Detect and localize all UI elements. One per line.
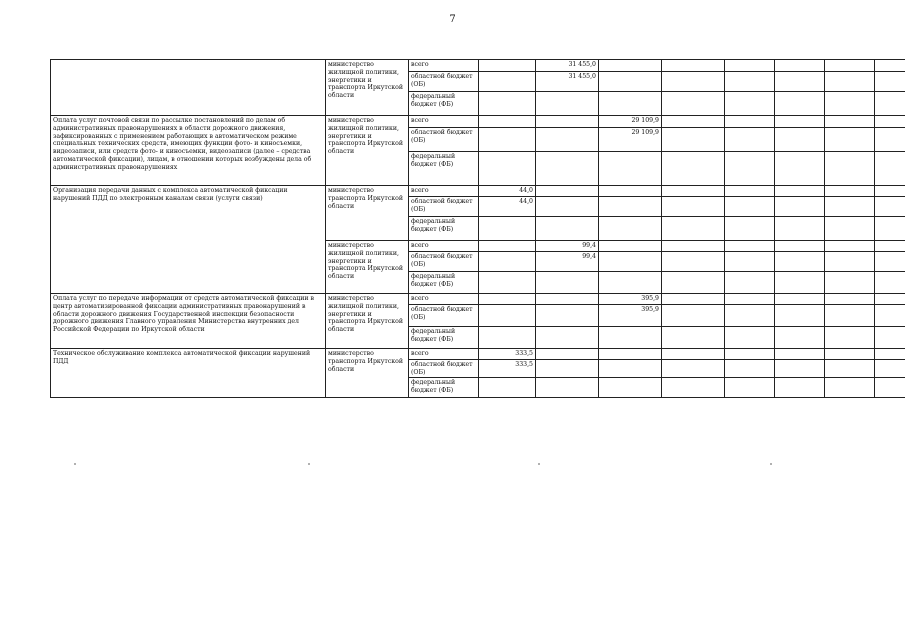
event-cell <box>51 60 326 116</box>
event-cell: Оплата услуг почтовой связи по рассылке постановлений по делам об административных правонарушениях в области дорожного движения, зафиксированных с применением работающих в автоматическом режиме специальных технических средств, имеющих функции фото- и киносъемки, видеозаписи, или средств фото- и киносъемки, видеозаписи (далее – средства автоматической фиксации), лицам, в отношении которых возбуждены дела об административных правонарушениях <box>51 116 326 186</box>
executor-cell: министерство жилищной политики, энергетики и транспорта Иркутской области <box>326 294 409 349</box>
value-cell: 44,0 <box>479 186 536 197</box>
value-cell: 31 455,0 <box>536 72 599 92</box>
source-cell: федеральный бюджет (ФБ) <box>409 152 479 186</box>
value-cell: 31 455,0 <box>536 60 599 72</box>
source-cell: всего <box>409 186 479 197</box>
executor-cell: министерство жилищной политики, энергетики и транспорта Иркутской области <box>326 116 409 186</box>
source-cell: всего <box>409 60 479 72</box>
value-cell: 29 109,9 <box>599 128 662 152</box>
table-row <box>51 349 905 360</box>
value-cell: 29 109,9 <box>599 116 662 128</box>
event-cell: Оплата услуг по передаче информации от средств автоматической фиксации в центр автоматизированной фиксации административных правонарушений в области дорожного движения Государственной инспекции безопасности дорожного движения Главного управления Министерства внутренних дел Российской Федерации по Иркутской области <box>51 294 326 349</box>
value-cell: 395,9 <box>599 305 662 327</box>
executor-cell: министерство жилищной политики, энергетики и транспорта Иркутской области <box>326 60 409 116</box>
table-row <box>51 60 905 72</box>
source-cell: областной бюджет (ОБ) <box>409 72 479 92</box>
budget-table <box>50 59 905 398</box>
source-cell: областной бюджет (ОБ) <box>409 252 479 272</box>
source-cell: всего <box>409 241 479 252</box>
source-cell: федеральный бюджет (ФБ) <box>409 272 479 294</box>
event-cell: Техническое обслуживание комплекса автоматической фиксации нарушений ПДД <box>51 349 326 398</box>
table-row <box>51 186 905 197</box>
source-cell: федеральный бюджет (ФБ) <box>409 217 479 241</box>
value-cell: 99,4 <box>536 252 599 272</box>
source-cell: всего <box>409 294 479 305</box>
value-cell: 44,0 <box>479 197 536 217</box>
executor-cell: министерство жилищной политики, энергетики и транспорта Иркутской области <box>326 241 409 294</box>
source-cell: федеральный бюджет (ФБ) <box>409 92 479 116</box>
source-cell: федеральный бюджет (ФБ) <box>409 378 479 398</box>
source-cell: всего <box>409 116 479 128</box>
scan-speck <box>308 463 310 465</box>
scan-speck <box>74 463 76 465</box>
source-cell: областной бюджет (ОБ) <box>409 128 479 152</box>
event-cell: Организация передачи данных с комплекса автоматической фиксации нарушений ПДД по электронным каналам связи (услуги связи) <box>51 186 326 294</box>
value-cell: 333,5 <box>479 349 536 360</box>
value-cell: 395,9 <box>599 294 662 305</box>
scan-speck <box>538 463 540 465</box>
source-cell: всего <box>409 349 479 360</box>
value-cell: 99,4 <box>536 241 599 252</box>
value-cell: 333,5 <box>479 359 536 378</box>
source-cell: федеральный бюджет (ФБ) <box>409 327 479 349</box>
executor-cell: министерство транспорта Иркутской области <box>326 186 409 241</box>
source-cell: областной бюджет (ОБ) <box>409 305 479 327</box>
table-row <box>51 116 905 128</box>
table-row <box>51 294 905 305</box>
source-cell: областной бюджет (ОБ) <box>409 359 479 378</box>
page-number: 7 <box>449 14 456 25</box>
executor-cell: министерство транспорта Иркутской области <box>326 349 409 398</box>
scan-speck <box>770 463 772 465</box>
source-cell: областной бюджет (ОБ) <box>409 197 479 217</box>
